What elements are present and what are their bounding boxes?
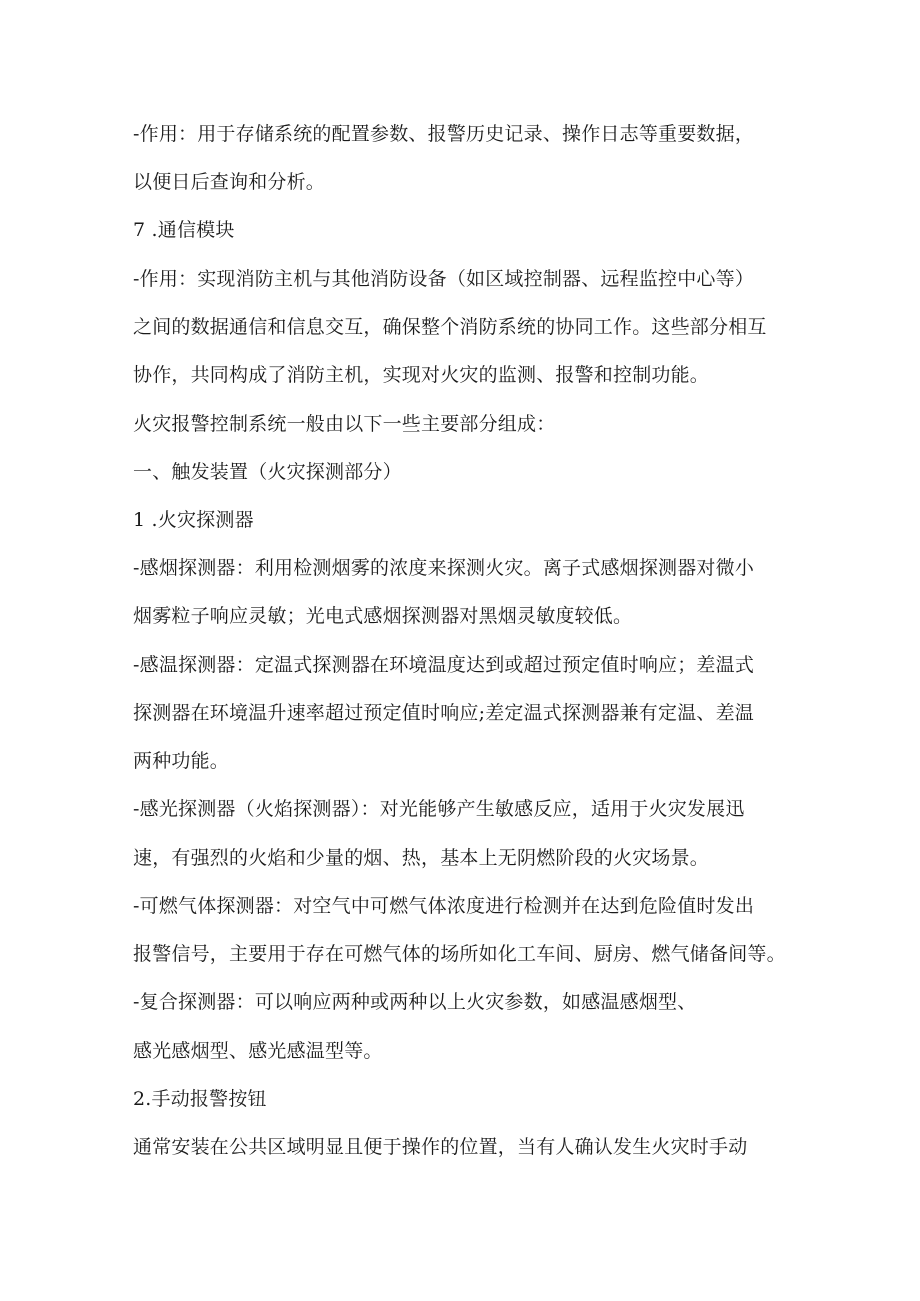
paragraph-line: 报警信号，主要用于存在可燃气体的场所如化工车间、厨房、燃气储备间等。 (133, 943, 786, 965)
paragraph-line: -作用：实现消防主机与其他消防设备（如区域控制器、远程监控中心等） (133, 268, 755, 290)
paragraph-line: -感烟探测器：利用检测烟雾的浓度来探测火灾。离子式感烟探测器对微小 (133, 557, 755, 579)
paragraph-line: -复合探测器：可以响应两种或两种以上火灾参数，如感温感烟型、 (133, 991, 697, 1013)
paragraph-line: 之间的数据通信和信息交互，确保整个消防系统的协同工作。这些部分相互 (133, 316, 767, 338)
paragraph-line: 探测器在环境温升速率超过预定值时响应;差定温式探测器兼有定温、差温 (133, 702, 755, 724)
paragraph-line: 速，有强烈的火焰和少量的烟、热，基本上无阴燃阶段的火灾场景。 (133, 847, 710, 869)
paragraph-line: 烟雾粒子响应灵敏；光电式感烟探测器对黑烟灵敏度较低。 (133, 605, 633, 627)
paragraph-line: 感光感烟型、感光感温型等。 (133, 1040, 383, 1062)
paragraph-line: 两种功能。 (133, 750, 230, 772)
paragraph-line: -感温探测器：定温式探测器在环境温度达到或超过预定值时响应；差温式 (133, 654, 755, 676)
section-heading: 2.手动报警按钮 (133, 1088, 267, 1110)
section-heading: 1 .火灾探测器 (133, 509, 254, 531)
section-heading: 一、触发装置（火灾探测部分） (133, 461, 402, 483)
paragraph-line: 火灾报警控制系统一般由以下一些主要部分组成： (133, 413, 556, 435)
paragraph-line: 以便日后查询和分析。 (133, 171, 326, 193)
paragraph-line: -可燃气体探测器：对空气中可燃气体浓度进行检测并在达到危险值时发出 (133, 895, 755, 917)
paragraph-line: 协作，共同构成了消防主机，实现对火灾的监测、报警和控制功能。 (133, 364, 710, 386)
paragraph-line: -作用：用于存储系统的配置参数、报警历史记录、操作日志等重要数据， (133, 123, 755, 145)
paragraph-line: 通常安装在公共区域明显且便于操作的位置，当有人确认发生火灾时手动 (133, 1136, 748, 1158)
paragraph-line: -感光探测器（火焰探测器）：对光能够产生敏感反应，适用于火灾发展迅 (133, 798, 745, 820)
section-heading: 7 .通信模块 (133, 219, 235, 241)
